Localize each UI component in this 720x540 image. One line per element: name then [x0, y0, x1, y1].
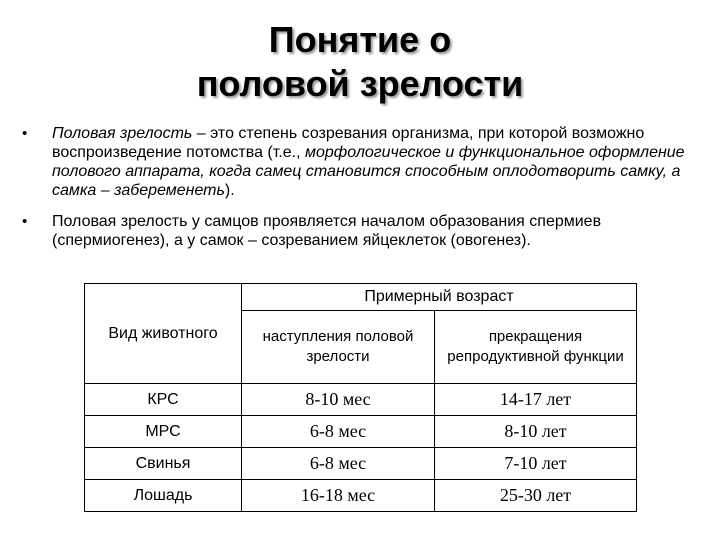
header-animal: Вид животного [85, 284, 242, 384]
bullet-list [22, 124, 702, 262]
bullet-item-1 [22, 124, 702, 200]
cell-end: 7-10 лет [435, 448, 637, 480]
bullet-marker: • [22, 213, 28, 230]
bullet-marker: • [22, 125, 28, 142]
slide-title [0, 18, 720, 106]
cell-end: 8-10 лет [435, 416, 637, 448]
cell-start: 8-10 мес [242, 384, 435, 416]
bullet-text-1 [52, 124, 692, 200]
cell-animal: Лошадь [85, 480, 242, 512]
title-line-1: Понятие о [268, 19, 452, 60]
cell-start: 6-8 мес [242, 416, 435, 448]
cell-end: 14-17 лет [435, 384, 637, 416]
table-row [85, 384, 637, 416]
cell-start: 6-8 мес [242, 448, 435, 480]
cell-animal: Свинья [85, 448, 242, 480]
title-line-2: половой зрелости [196, 63, 524, 104]
header-age-group: Примерный возраст [242, 284, 637, 311]
age-table [84, 283, 637, 512]
header-start: наступления половой зрелости [242, 311, 435, 384]
bullet-text-2: Половая зрелость у самцов проявляется началом образования спермиев (спермиогенез), а у самок – созреванием яйцеклеток (овогенез). [52, 213, 602, 249]
definition-end-text: ). [224, 182, 235, 199]
cell-start: 16-18 мес [242, 480, 435, 512]
table-row [85, 416, 637, 448]
table-header-row [85, 284, 637, 311]
table-row [85, 480, 637, 512]
bullet-item-2 [22, 212, 702, 250]
cell-animal: КРС [85, 384, 242, 416]
definition-italic-text: морфологическое и функциональное оформление полового аппарата, когда самец становится способным оплодотворить самку, а самка – забеременеть [52, 144, 685, 199]
header-end: прекращения репродуктивной функции [435, 311, 637, 384]
cell-end: 25-30 лет [435, 480, 637, 512]
definition-text: – это степень созревания организма, при которой возможно воспроизведение потомства (т.е., [52, 125, 645, 161]
term-text: Половая зрелость [52, 125, 193, 142]
cell-animal: МРС [85, 416, 242, 448]
table-row [85, 448, 637, 480]
